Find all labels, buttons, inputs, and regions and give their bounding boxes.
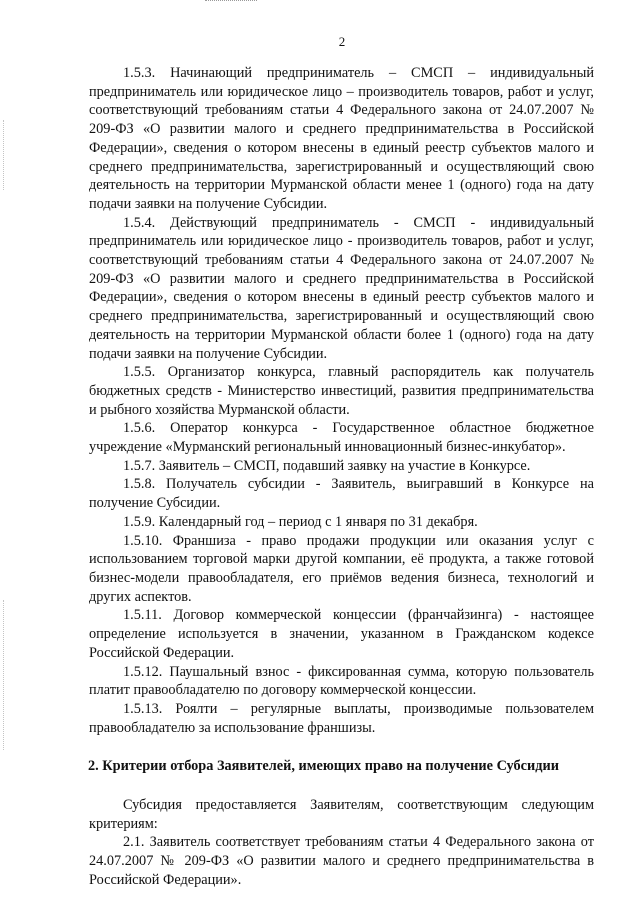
section-2-heading: 2. Критерии отбора Заявителей, имеющих право на получение Субсидии <box>88 758 559 775</box>
paragraph-1-5-3: 1.5.3. Начинающий предприниматель – СМСП – индивидуальный предприниматель или юридическое лицо – производитель товаров, работ и услуг, соответствующий требованиям статьи 4 Федерального закона от 24.07.2007 № 209-ФЗ «О развитии малого и среднего предпринимательства в Российской Федерации», сведения о котором внесены в единый реестр субъектов малого и среднего предпринимательства, зарегистрированный и осуществляющий свою деятельность на территории Мурманской области менее 1 (одного) года на дату подачи заявки на получение Субсидии. <box>89 65 594 212</box>
scan-mark <box>205 0 257 3</box>
paragraph-1-5-5: 1.5.5. Организатор конкурса, главный распорядитель как получатель бюджетных средств - Министерство инвестиций, развития предпринимательства и рыбного хозяйства Мурманской области. <box>89 364 594 418</box>
margin-scan-artifact <box>3 120 5 190</box>
paragraph-1-5-13: 1.5.13. Роялти – регулярные выплаты, производимые пользователем правообладателю за использование франшизы. <box>89 700 594 736</box>
paragraph-1-5-8: 1.5.8. Получатель субсидии - Заявитель, выигравший в Конкурсе на получение Субсидии. <box>89 476 594 512</box>
paragraph-1-5-11: 1.5.11. Договор коммерческой концессии (франчайзинга) - настоящее определение используется в значении, указанном в Гражданском кодексе Российской Федерации. <box>89 607 594 661</box>
paragraph-1-5-6: 1.5.6. Оператор конкурса - Государственное областное бюджетное учреждение «Мурманский региональный инновационный бизнес-инкубатор». <box>89 420 594 456</box>
paragraph-1-5-7: 1.5.7. Заявитель – СМСП, подавший заявку на участие в Конкурсе. <box>123 457 531 474</box>
paragraph-1-5-10: 1.5.10. Франшиза - право продажи продукции или оказания услуг с использованием торговой марки другой компании, её продукта, а также готовой бизнес-модели правообладателя, его приёмов ведения бизнеса, технологий и других аспектов. <box>89 532 594 605</box>
document-body <box>89 64 594 890</box>
margin-scan-artifact <box>3 600 5 750</box>
paragraph-1-5-4: 1.5.4. Действующий предприниматель - СМСП - индивидуальный предприниматель или юридическое лицо - производитель товаров, работ и услуг, соответствующий требованиям статьи 4 Федерального закона от 24.07.2007 № 209-ФЗ «О развитии малого и среднего предпринимательства в Российской Федерации», сведения о котором внесены в единый реестр субъектов малого и среднего предпринимательства, зарегистрированный и осуществляющий свою деятельность на территории Мурманской области более 1 (одного) года на дату подачи заявки на получение Субсидии. <box>89 214 594 362</box>
paragraph-1-5-9: 1.5.9. Календарный год – период с 1 января по 31 декабря. <box>123 513 478 530</box>
paragraph-1-5-12: 1.5.12. Паушальный взнос - фиксированная сумма, которую пользователь платит правообладателю по договору коммерческой концессии. <box>89 663 594 699</box>
paragraph-2-1: 2.1. Заявитель соответствует требованиям статьи 4 Федерального закона от 24.07.2007 № 209-ФЗ «О развитии малого и среднего предпринимательства в Российской Федерации». <box>89 834 594 888</box>
page-number: 2 <box>338 34 346 49</box>
section-2-intro: Субсидия предоставляется Заявителям, соответствующим следующим критериям: <box>89 797 594 832</box>
